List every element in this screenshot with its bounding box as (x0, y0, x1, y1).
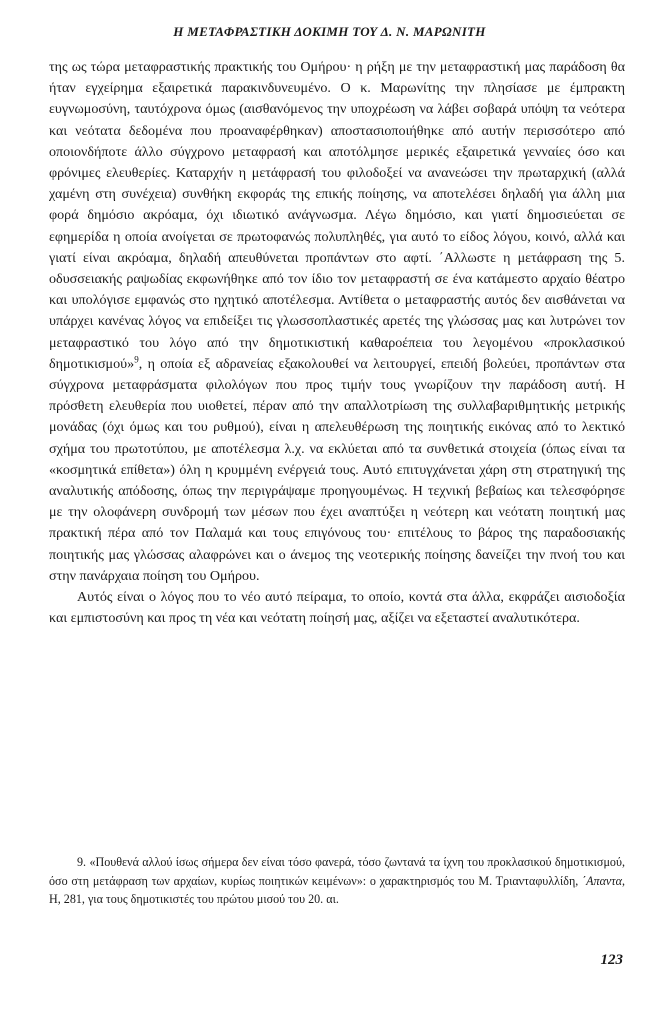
footnote-9 (49, 853, 625, 909)
body-text (49, 57, 625, 629)
paragraph-1-text-after: , η οποία εξ αδρανείας εξακολουθεί να λειτουργεί, επειδή βολεύει, προπάντων στα σύγχρονα μεταφράσματα φιλολόγων που προς τιμήν τους γνωρίζουν την παράδοση αυτή. Η πρόσθετη ελευθερία που υιοθετεί, πέραν από την απαλλοτρίωση της συλλαβαριθμητικής μετρικής μονάδας (όχι όμως και του ρυθμού), είναι η απελευθέρωση της ποιητικής εικόνας από το λεκτικό σχήμα του πρωτοτύπου, με αποτέλεσμα λ.χ. να εκλύεται από τα συνθετικά στοιχεία (όπως είναι τα «κοσμητικά επίθετα») όλη η κρυμμένη ενέργειά τους. Αυτό επιτυγχάνεται χάρη στη στρατηγική της αναλυτικής απόδοσης, όπως την περιγράψαμε προηγουμένως. Η τεχνική βεβαίως και τελεσφόρησε με την ολοφάνερη συνδρομή των μέσων που έχει αναπτύξει η νεότερη και νεότατη ποιητική μας πρακτική πέρα από τον Παλαμά και τους επιγόνους του· επιτέλους το βάρος της παραδοσιακής ποιητικής μας γλώσσας αλαφρώνει και ο άνεμος της νεοτερικής ποίησης δανείζει την πνοή του και στην πανάρχαια ποίηση του Ομήρου. (49, 355, 625, 584)
footnote-text-after: , Η, 281, για τους δημοτικιστές του πρώτου μισού του 20. αι. (49, 873, 625, 907)
footnote-reference[interactable]: 9 (134, 354, 139, 365)
footnotes (49, 853, 625, 909)
paragraph-1 (49, 57, 625, 587)
footnote-number: 9. (77, 855, 87, 869)
running-head: Η ΜΕΤΑΦΡΑΣΤΙΚΗ ΔΟΚΙΜΗ ΤΟΥ Δ. Ν. ΜΑΡΩΝΙΤΗ (173, 24, 486, 39)
paragraph-2: Αυτός είναι ο λόγος που το νέο αυτό πείραμα, το οποίο, κοντά στα άλλα, εκφράζει αισιοδοξία και εμπιστοσύνη και προς τη νέα και νεότατη ποίησή μας, αξίζει να εξεταστεί αναλυτικότερα. (49, 589, 625, 627)
paragraph-1-text-before: της ως τώρα μεταφραστικής πρακτικής του Ομήρου· η ρήξη με την μεταφραστική μας παράδοση θα ήταν εγχείρημα εξαιρετικά παρακινδυνευμένο. Ο κ. Μαρωνίτης την πλησίασε με έμπρακτη ευγνωμοσύνη, ταυτόχρονα όμως (αισθανόμενος την υποχρέωση να λάβει σοβαρά υπόψη τα νεότερα και νεότατα δεδομένα που προαναφέρθηκαν) αποστασιοποιήθηκε από αυτήν περισσότερο από οποιονδήποτε άλλο σύγχρονο μεταφρασή και αποτόλμησε μερικές εξαιρετικά γενναίες όσο και φρόνιμες ελευθερίες. Καταρχήν η μετάφρασή του φιλοδοξεί να ανανεώσει την πρωταρχική (αλλά χαμένη στη συνέχεια) συνθήκη εκφοράς της επικής ποίησης, να αποτελέσει δηλαδή για άλλη μια φορά δημόσιο ακρόαμα, όχι ιδιωτικό ανάγνωσμα. Λέγω δημόσιο, και γιατί δημοσιεύεται σε εφημερίδα η οποία ανοίγεται σε πρωτοφανώς πολυπληθές, για αυτό το είδος λόγου, κοινό, αλλά και γιατί είναι ακρόαμα, δηλαδή απευθύνεται προπάντων στο αφτί. ΄Αλλωστε η μετάφραση της 5. οδυσσειακής ραψωδίας εκφωνήθηκε από τον ίδιο τον μεταφραστή σε ένα κατάμεστο αρχαίο θέατρο και υπολόγισε εμφανώς στο ηχητικό αποτέλεσμα. Αντίθετα ο μεταφραστής αυτός δεν αισθάνεται να υπάρχει κανένας λόγος να επιδείξει τις γλωσσοπλαστικές αρετές της γλώσσας μας και λυτρώνει τον μεταφραστικό του λόγο από την δημοτικιστική καθαροέπεια του λεγομένου «προκλασικού δημοτικισμού» (49, 59, 625, 372)
footnote-text-before: «Πουθενά αλλού ίσως σήμερα δεν είναι τόσο φανερά, τόσο ζωντανά τα ίχνη του προκλασικού δημοτικισμού, όσο στη μετάφραση των αρχαίων, κυρίως ποιητικών κειμένων»: ο χαρακτηρισμός του Μ. Τριανταφυλλίδη, (49, 855, 625, 888)
footnote-work-title: ΄Απαντα (582, 873, 622, 888)
page-number: 123 (600, 952, 623, 968)
